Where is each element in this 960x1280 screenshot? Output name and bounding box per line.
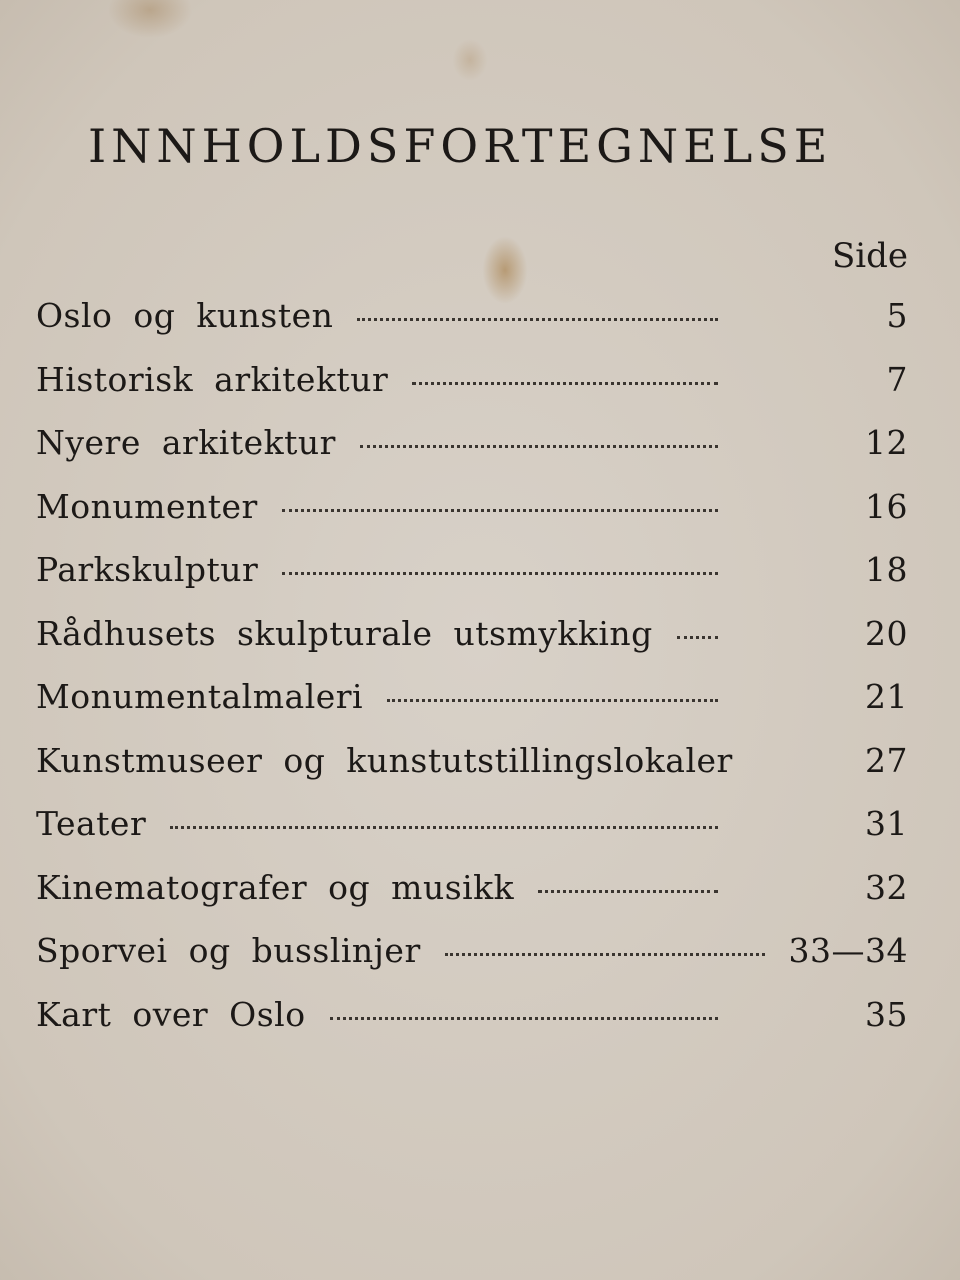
toc-entry (36, 614, 908, 678)
toc-entry-page: 32 (865, 867, 908, 907)
toc-entry (36, 487, 908, 551)
dot-leader (412, 382, 718, 385)
toc-entry-page: 12 (865, 423, 908, 462)
toc-entry-page: 18 (865, 550, 908, 589)
toc-entry-title: Rådhusets skulpturale utsmykking (36, 613, 653, 653)
toc-entry (36, 931, 908, 995)
toc-entry-title: Teater (36, 804, 147, 843)
toc-entry-title: Kunstmuseer og kunstutstillingslokaler (36, 740, 733, 780)
toc-entry-title: Parkskulptur (36, 550, 259, 589)
toc-entry-page: 16 (865, 486, 908, 526)
dot-leader (170, 826, 718, 829)
toc-entry-page: 21 (865, 677, 908, 716)
dot-leader (360, 445, 718, 448)
toc-entry-page: 35 (865, 994, 908, 1034)
dot-leader (330, 1017, 718, 1020)
toc-entry (36, 741, 908, 805)
toc-entry (36, 550, 908, 614)
table-of-contents (36, 296, 908, 1058)
toc-entry-page: 7 (886, 359, 908, 399)
toc-entry (36, 995, 908, 1059)
toc-entry-page: 5 (886, 296, 908, 335)
toc-entry (36, 296, 908, 360)
toc-entry-page: 27 (865, 740, 908, 780)
dot-leader (538, 890, 718, 893)
page-column-header: Side (831, 236, 908, 276)
toc-entry-title: Historisk arkitektur (36, 359, 389, 399)
toc-entry-title: Monumentalmaleri (36, 677, 364, 716)
toc-entry-title: Monumenter (36, 486, 258, 526)
toc-entry (36, 677, 908, 741)
dot-leader (677, 636, 718, 639)
toc-entry-title: Sporvei og busslinjer (36, 931, 421, 970)
toc-entry (36, 804, 908, 868)
dot-leader (445, 953, 765, 956)
toc-entry-title: Nyere arkitektur (36, 423, 336, 462)
toc-entry-title: Kart over Oslo (36, 994, 306, 1034)
toc-entry-page: 31 (865, 804, 908, 843)
toc-entry-page: 20 (865, 613, 908, 653)
page-title: INNHOLDSFORTEGNELSE (88, 118, 833, 173)
dot-leader (282, 572, 718, 575)
toc-entry (36, 423, 908, 487)
dot-leader (282, 509, 718, 512)
toc-entry (36, 868, 908, 932)
dot-leader (357, 318, 718, 321)
dot-leader (387, 699, 718, 702)
toc-entry-title: Oslo og kunsten (36, 296, 334, 335)
toc-entry-title: Kinematografer og musikk (36, 867, 515, 907)
toc-entry-page: 33—34 (788, 931, 908, 970)
toc-entry (36, 360, 908, 424)
